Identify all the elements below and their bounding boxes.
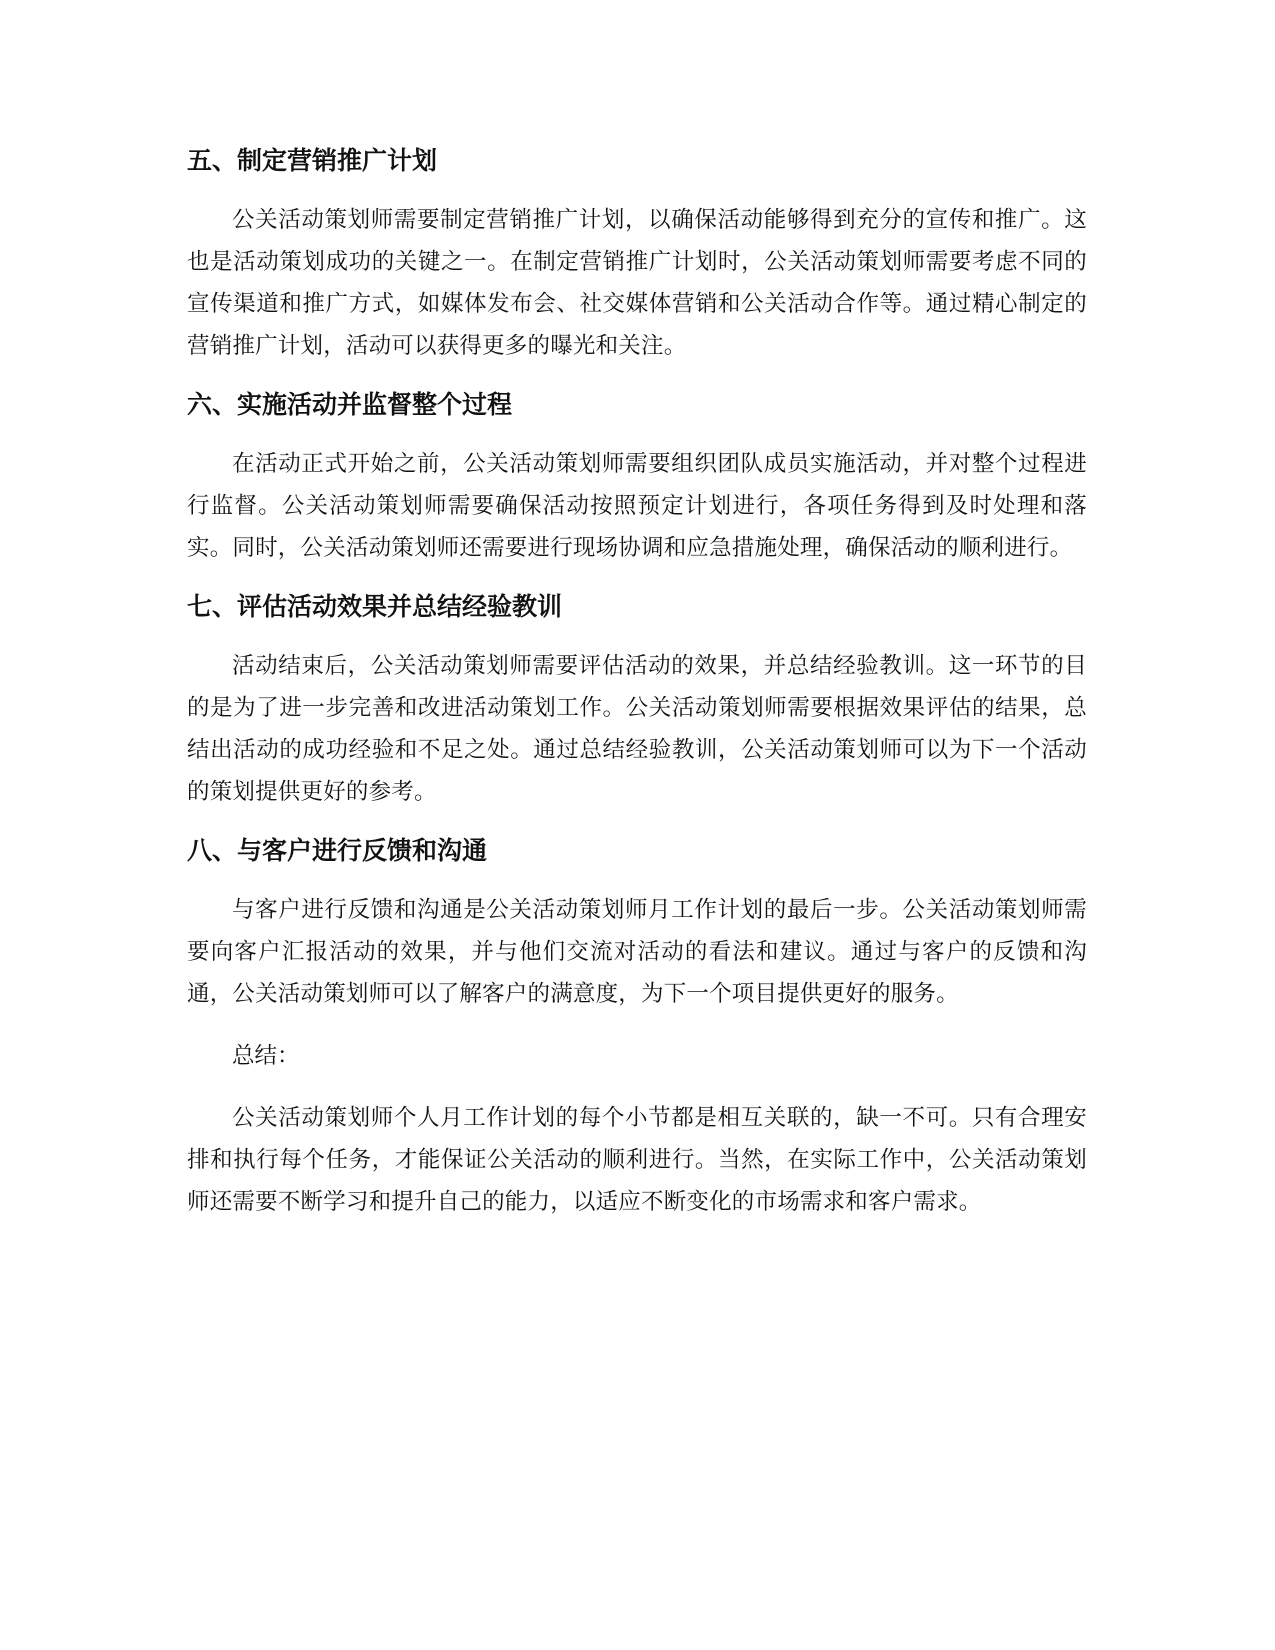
summary-label: 总结： [232,1043,300,1069]
section-heading: 五、制定营销推广计划 [187,146,438,175]
section-heading: 八、与客户进行反馈和沟通 [187,836,488,865]
section-heading: 七、评估活动效果并总结经验教训 [187,592,563,621]
section-paragraph: 与客户进行反馈和沟通是公关活动策划师月工作计划的最后一步。公关活动策划师需要向客户汇报活动的效果，并与他们交流对活动的看法和建议。通过与客户的反馈和沟通，公关活动策划师可以了解客户的满意度，为下一个项目提供更好的服务。 [187,897,1087,1007]
section-evaluation [187,589,1087,813]
section-marketing-plan [187,143,1087,367]
section-implementation [187,387,1087,569]
document-content [187,143,1087,1223]
section-paragraph: 在活动正式开始之前，公关活动策划师需要组织团队成员实施活动，并对整个过程进行监督。公关活动策划师需要确保活动按照预定计划进行，各项任务得到及时处理和落实。同时，公关活动策划师还需要进行现场协调和应急措施处理，确保活动的顺利进行。 [187,451,1087,561]
section-paragraph: 活动结束后，公关活动策划师需要评估活动的效果，并总结经验教训。这一环节的目的是为了进一步完善和改进活动策划工作。公关活动策划师需要根据效果评估的结果，总结出活动的成功经验和不足之处。通过总结经验教训，公关活动策划师可以为下一个活动的策划提供更好的参考。 [187,653,1087,805]
section-client-feedback [187,833,1087,1015]
section-paragraph: 公关活动策划师需要制定营销推广计划，以确保活动能够得到充分的宣传和推广。这也是活动策划成功的关键之一。在制定营销推广计划时，公关活动策划师需要考虑不同的宣传渠道和推广方式，如媒体发布会、社交媒体营销和公关活动合作等。通过精心制定的营销推广计划，活动可以获得更多的曝光和关注。 [187,207,1087,359]
summary-paragraph: 公关活动策划师个人月工作计划的每个小节都是相互关联的，缺一不可。只有合理安排和执行每个任务，才能保证公关活动的顺利进行。当然，在实际工作中，公关活动策划师还需要不断学习和提升自己的能力，以适应不断变化的市场需求和客户需求。 [187,1105,1087,1215]
section-heading: 六、实施活动并监督整个过程 [187,390,513,419]
